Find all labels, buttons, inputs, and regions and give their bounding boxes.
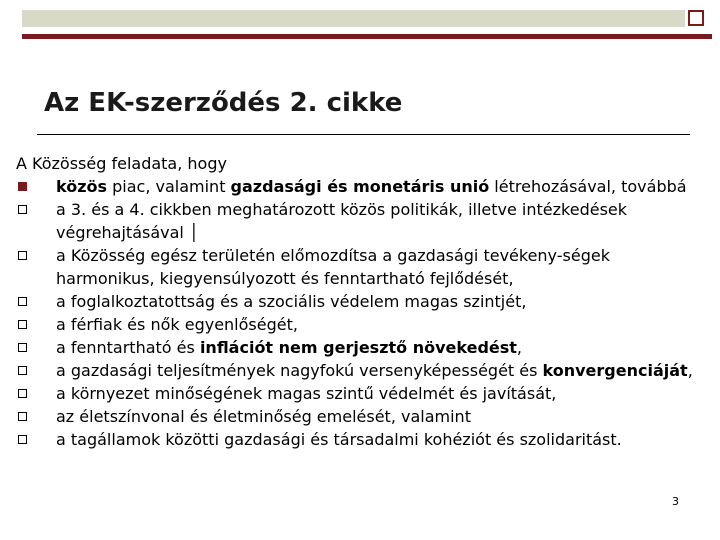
hollow-square-bullet-icon: [18, 389, 27, 398]
list-item: [16, 336, 706, 359]
list-item: [16, 244, 706, 290]
item-text: ,: [516, 338, 523, 357]
header-stripe: [22, 10, 685, 27]
list-item: [16, 198, 706, 244]
item-text: az életszínvonal és életminőség emelését, valamint: [56, 407, 471, 426]
item-text: a tagállamok közötti gazdasági és társadalmi kohéziót és szolidaritást.: [56, 430, 622, 449]
item-text: ,: [687, 361, 693, 380]
slide-title: Az EK-szerződés 2. cikke: [44, 88, 403, 118]
hollow-square-bullet-icon: [18, 251, 27, 260]
list-item: [16, 382, 706, 405]
emphasized-text: közös: [56, 177, 108, 196]
emphasized-text: inflációt nem gerjesztő növekedést: [199, 338, 517, 357]
hollow-square-bullet-icon: [18, 412, 27, 421]
slide-content: [16, 152, 706, 451]
hollow-square-bullet-icon: [18, 205, 27, 214]
intro-text: A Közösség feladata, hogy: [16, 154, 227, 173]
emphasized-text: gazdasági és monetáris unió: [230, 177, 490, 196]
list-item: [16, 313, 706, 336]
list-item: [16, 405, 706, 428]
item-text: a 3. és a 4. cikkben meghatározott közös politikák, illetve intézkedések végrehajtásával │: [56, 200, 628, 242]
emphasized-text: konvergenciáját: [542, 361, 688, 380]
item-text: létrehozásával, továbbá: [489, 177, 687, 196]
hollow-square-bullet-icon: [18, 435, 27, 444]
header-square: [688, 10, 704, 26]
item-text: a Közösség egész területén előmozdítsa a gazdasági tevékeny-ségek harmonikus, kiegyensúlyozott és fenntartható fejlődését,: [56, 246, 610, 288]
hollow-square-bullet-icon: [18, 297, 27, 306]
hollow-square-bullet-icon: [18, 320, 27, 329]
filled-square-bullet-icon: [18, 182, 27, 191]
item-text: piac, valamint: [107, 177, 231, 196]
title-underline: [37, 134, 690, 135]
item-text: a gazdasági teljesítmények nagyfokú versenyképességét és: [56, 361, 543, 380]
list-item: [16, 428, 706, 451]
item-text: a foglalkoztatottság és a szociális védelem magas szintjét,: [56, 292, 527, 311]
bullet-list: [16, 175, 706, 451]
list-item: [16, 290, 706, 313]
list-item: [16, 175, 706, 198]
header-rule: [22, 34, 712, 39]
list-item: [16, 359, 706, 382]
header-decoration: [22, 10, 702, 36]
hollow-square-bullet-icon: [18, 343, 27, 352]
item-text: a fenntartható és: [56, 338, 200, 357]
item-text: a környezet minőségének magas szintű védelmét és javítását,: [56, 384, 557, 403]
hollow-square-bullet-icon: [18, 366, 27, 375]
page-number: 3: [672, 495, 679, 508]
item-text: a férfiak és nők egyenlőségét,: [56, 315, 298, 334]
